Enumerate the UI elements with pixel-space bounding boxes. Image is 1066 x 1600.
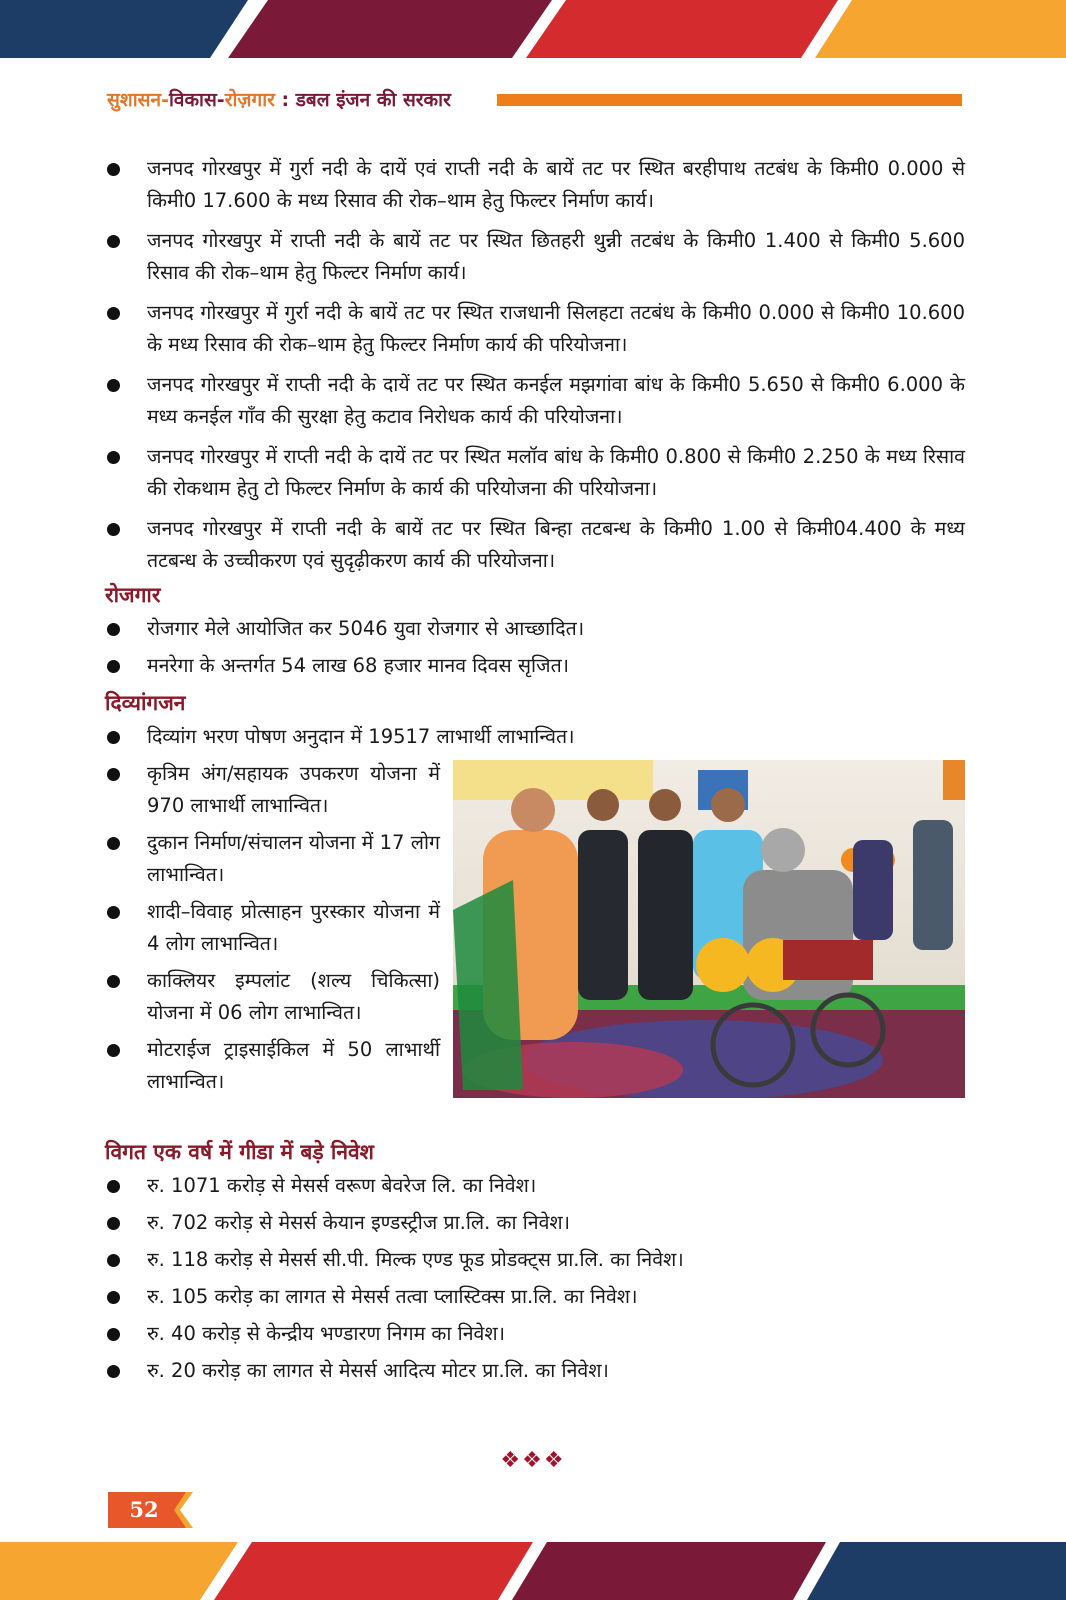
bullet-icon (107, 235, 120, 248)
list-item-text: जनपद गोरखपुर में राप्ती नदी के बायें तट पर स्थित बिन्हा तटबन्ध के किमी0 1.00 से किमी04.400 के मध्य तटबन्ध के उच्चीकरण एवं सुदृढ़ीकरण कार्य की परियोजना। (147, 517, 965, 572)
header-title-part: रोज़गार (224, 89, 275, 111)
bullet-icon (107, 1328, 120, 1341)
list-item-text: रोजगार मेले आयोजित कर 5046 युवा रोजगार से आच्छादित। (147, 617, 585, 640)
list-item (105, 1318, 965, 1350)
list-item (105, 369, 965, 433)
list-item-text: रु. 1071 करोड़ से मेसर्स वरूण बेवरेज लि. का निवेश। (147, 1174, 537, 1197)
bullet-icon (107, 623, 120, 636)
header-title-part: : डबल इंजन की सरकार (274, 89, 451, 111)
header-title (107, 88, 451, 112)
list-item-text: कृत्रिम अंग/सहायक उपकरण योजना में 970 लाभार्थी लाभान्वित। (147, 762, 440, 817)
bullet-icon (107, 451, 120, 464)
list-item (105, 1034, 440, 1098)
bullet-icon (107, 523, 120, 536)
bullet-icon (107, 163, 120, 176)
list-item-text: शादी–विवाह प्रोत्साहन पुरस्कार योजना में 4 लोग लाभान्वित। (147, 900, 440, 955)
header-rule (497, 94, 962, 106)
list-item (105, 758, 440, 822)
bullet-icon (107, 1291, 120, 1304)
bullet-icon (107, 1365, 120, 1378)
list-item (105, 827, 440, 891)
project-list (105, 153, 965, 577)
header-title-part: सुशासन- (107, 89, 169, 111)
event-photo (453, 760, 965, 1098)
gida-list (105, 1170, 965, 1387)
list-item-text: काक्लियर इम्पलांट (शल्य चिकित्सा) योजना में 06 लोग लाभान्वित। (147, 969, 440, 1024)
list-item (105, 153, 965, 217)
list-item (105, 225, 965, 289)
top-color-band (0, 0, 1066, 58)
list-item-text: मनरेगा के अन्तर्गत 54 लाख 68 हजार मानव दिवस सृजित। (147, 654, 570, 677)
bullet-icon (107, 379, 120, 392)
page-content (105, 153, 965, 1392)
divyangjan-first-list (105, 721, 965, 753)
page-number: 52 (129, 1497, 159, 1522)
bullet-icon (107, 1180, 120, 1193)
bullet-icon (107, 1217, 120, 1230)
list-item-text: जनपद गोरखपुर में राप्ती नदी के दायें तट पर स्थित कनईल मझगांवा बांध के किमी0 5.650 से किमी0 6.000 के मध्य कनईल गाँव की सुरक्षा हेतु कटाव निरोधक कार्य की परियोजना। (147, 373, 965, 428)
list-item-text: जनपद गोरखपुर में गुर्रा नदी के दायें एवं राप्ती नदी के बायें तट पर स्थित बरहीपाथ तटबंध के किमी0 0.000 से किमी0 17.600 के मध्य रिसाव की रोक–थाम हेतु फिल्टर निर्माण कार्य। (147, 157, 965, 212)
divyangjan-two-column (105, 758, 965, 1168)
header-title-part: विकास- (168, 89, 225, 111)
bullet-icon (107, 1044, 120, 1057)
list-item-text: जनपद गोरखपुर में राप्ती नदी के दायें तट पर स्थित मलॉव बांध के किमी0 0.800 से किमी0 2.250 के मध्य रिसाव की रोकथाम हेतु टो फिल्टर निर्माण के कार्य की परियोजना की परियोजना। (147, 445, 965, 500)
list-item-text: रु. 105 करोड़ का लागत से मेसर्स तत्वा प्लास्टिक्स प्रा.लि. का निवेश। (147, 1285, 638, 1308)
list-item (105, 441, 965, 505)
list-item (105, 650, 965, 682)
list-item-text: रु. 20 करोड़ का लागत से मेसर्स आदित्य मोटर प्रा.लि. का निवेश। (147, 1359, 609, 1382)
divyangjan-list (105, 758, 440, 1103)
ornament-divider: ❖❖❖ (500, 1448, 566, 1473)
list-item-text: रु. 118 करोड़ से मेसर्स सी.पी. मिल्क एण्ड फूड प्रोडक्ट्स प्रा.लि. का निवेश। (147, 1248, 684, 1271)
list-item (105, 965, 440, 1029)
list-item (105, 1281, 965, 1313)
section-heading-divyangjan: दिव्यांगजन (105, 691, 186, 715)
bullet-icon (107, 768, 120, 781)
bottom-color-band (0, 1542, 1066, 1600)
list-item-text: जनपद गोरखपुर में राप्ती नदी के बायें तट पर स्थित छितहरी थुन्नी तटबंध के किमी0 1.400 से किमी0 5.600 रिसाव की रोक–थाम हेतु फिल्टर निर्माण कार्य। (147, 229, 965, 284)
running-header (107, 88, 962, 114)
list-item-text: रु. 40 करोड़ से केन्द्रीय भण्डारण निगम का निवेश। (147, 1322, 506, 1345)
bullet-icon (107, 660, 120, 673)
list-item (105, 513, 965, 577)
list-item (105, 613, 965, 645)
list-item-text: दुकान निर्माण/संचालन योजना में 17 लोग लाभान्वित। (147, 831, 440, 886)
list-item (105, 1170, 965, 1202)
section-heading-rozgar: रोजगार (105, 583, 161, 607)
section-heading-gida: विगत एक वर्ष में गीडा में बड़े निवेश (105, 1140, 374, 1164)
list-item (105, 721, 965, 753)
rozgar-list (105, 613, 965, 682)
list-item-text: रु. 702 करोड़ से मेसर्स केयान इण्डस्ट्रीज प्रा.लि. का निवेश। (147, 1211, 571, 1234)
list-item (105, 896, 440, 960)
list-item-text: मोटराईज ट्राइसाईकिल में 50 लाभार्थी लाभान्वित। (147, 1038, 440, 1093)
bullet-icon (107, 731, 120, 744)
bullet-icon (107, 307, 120, 320)
bullet-icon (107, 1254, 120, 1267)
list-item-text: जनपद गोरखपुर में गुर्रा नदी के बायें तट पर स्थित राजधानी सिलहटा तटबंध के किमी0 0.000 से किमी0 10.600 के मध्य रिसाव की रोक–थाम हेतु फिल्टर निर्माण कार्य की परियोजना। (147, 301, 965, 356)
list-item (105, 1207, 965, 1239)
list-item-text: दिव्यांग भरण पोषण अनुदान में 19517 लाभार्थी लाभान्वित। (147, 725, 575, 748)
list-item (105, 1355, 965, 1387)
bullet-icon (107, 975, 120, 988)
list-item (105, 1244, 965, 1276)
list-item (105, 297, 965, 361)
bullet-icon (107, 837, 120, 850)
bullet-icon (107, 906, 120, 919)
